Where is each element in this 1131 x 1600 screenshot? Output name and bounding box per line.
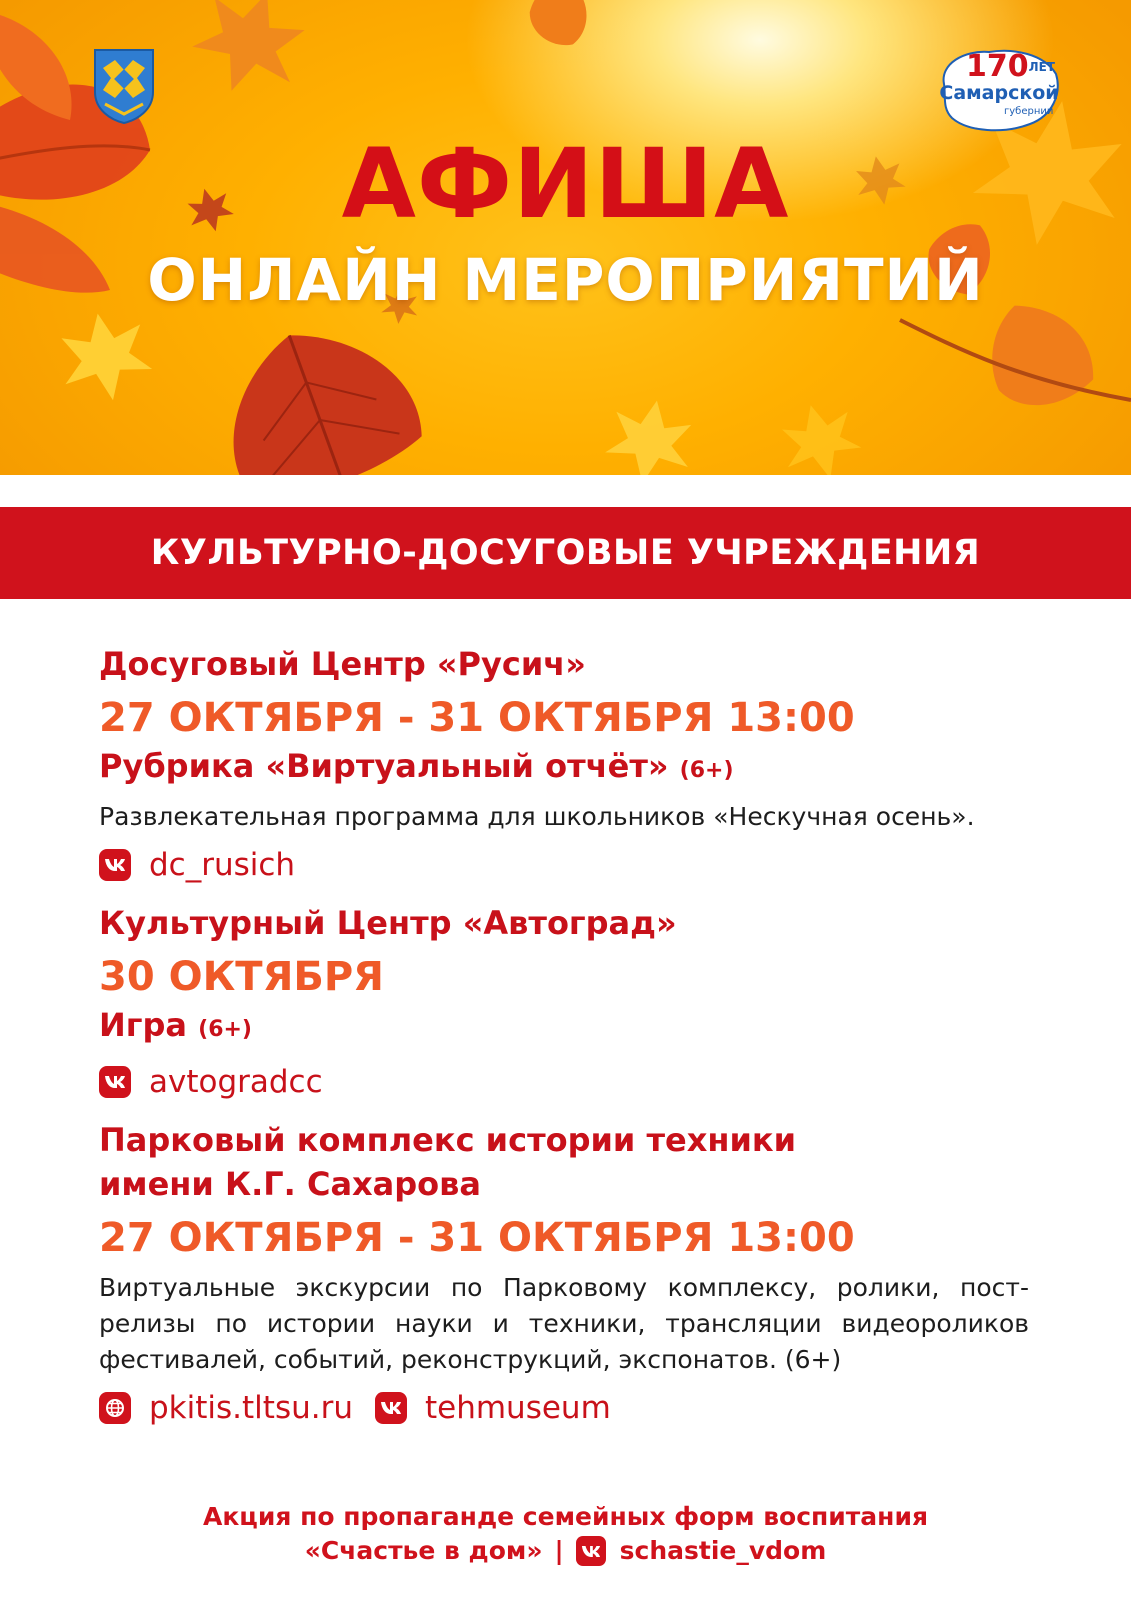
footer-handle-line (0, 1534, 1131, 1568)
section-header (0, 507, 1131, 599)
badge-suffix: губернии (1004, 106, 1054, 117)
anniversary-badge (934, 44, 1064, 136)
event-date: 27 ОКТЯБРЯ - 31 ОКТЯБРЯ 13:00 (99, 695, 855, 741)
vk-icon (576, 1536, 606, 1566)
city-emblem-logo (93, 48, 155, 124)
section-title: КУЛЬТУРНО-ДОСУГОВЫЕ УЧРЕЖДЕНИЯ (150, 533, 981, 573)
event-title (99, 1003, 1029, 1052)
event-title (99, 744, 1029, 793)
event-date: 27 ОКТЯБРЯ - 31 ОКТЯБРЯ 13:00 (99, 1215, 855, 1261)
vk-icon (99, 849, 131, 881)
vk-handle: dc_rusich (149, 847, 296, 883)
vk-link[interactable] (99, 1060, 323, 1104)
event-description: Развлекательная программа для школьников «Нескучная осень». (99, 802, 975, 831)
event-organizer-line: имени К.Г. Сахарова (99, 1165, 481, 1203)
website-link[interactable] (99, 1386, 353, 1430)
page-subtitle: ОНЛАЙН МЕРОПРИЯТИЙ (147, 246, 984, 314)
badge-number: 170 (966, 49, 1029, 84)
badge-name: Самарской (939, 82, 1059, 104)
globe-icon (99, 1392, 131, 1424)
age-rating: (6+) (679, 758, 734, 783)
page-title: АФИША (341, 128, 790, 240)
vk-icon (375, 1392, 407, 1424)
event-links (99, 1386, 1029, 1430)
event-organizer-line: Парковый комплекс истории техники (99, 1121, 797, 1159)
event-organizer: Культурный Центр «Автоград» (99, 904, 677, 942)
event-date: 30 ОКТЯБРЯ (99, 954, 384, 1000)
age-rating: (6+) (198, 1017, 252, 1042)
event-links (99, 1060, 1029, 1104)
event-card (99, 901, 1029, 1104)
campaign-name: «Счастье в дом» (304, 1536, 543, 1565)
footer-separator: | (554, 1536, 564, 1565)
header-banner (0, 0, 1131, 475)
vk-link[interactable] (375, 1386, 611, 1430)
event-title-text: Рубрика «Виртуальный отчёт» (99, 747, 669, 785)
events-list (99, 642, 1029, 1430)
vk-icon (99, 1066, 131, 1098)
vk-handle: tehmuseum (424, 1390, 611, 1426)
event-organizer (99, 1118, 1029, 1206)
event-card (99, 642, 1029, 887)
event-card (99, 1118, 1029, 1430)
event-description: Виртуальные экскурсии по Парковому комплексу, ролики, пост-релизы по истории науки и техники, трансляции видеороликов фестивалей, событий, реконструкций, экспонатов. (6+) (99, 1273, 1029, 1374)
event-organizer: Досуговый Центр «Русич» (99, 645, 586, 683)
event-title-text: Игра (99, 1006, 187, 1044)
footer-campaign-line: Акция по пропаганде семейных форм воспитания (202, 1502, 929, 1531)
website-url: pkitis.tltsu.ru (149, 1390, 353, 1426)
footer-vk-handle[interactable]: schastie_vdom (619, 1536, 827, 1565)
footer (0, 1500, 1131, 1568)
badge-unit: ЛЕТ (1028, 60, 1055, 74)
event-links (99, 843, 1029, 887)
vk-link[interactable] (99, 843, 295, 887)
vk-handle: avtogradcc (149, 1064, 323, 1100)
